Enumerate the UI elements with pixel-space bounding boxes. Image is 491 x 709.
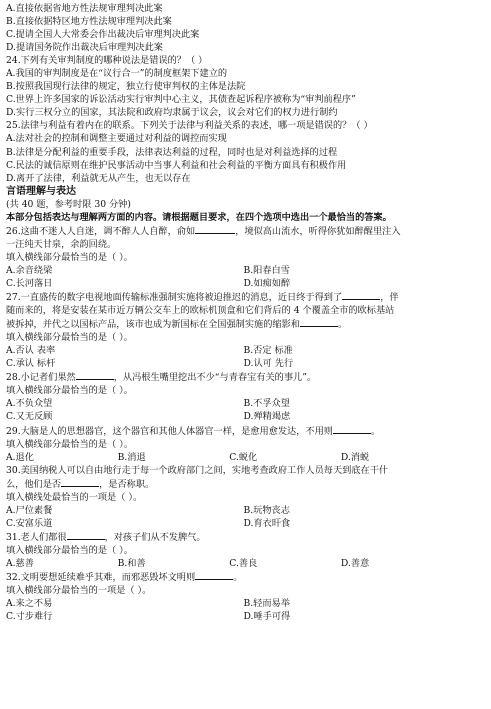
option-a: A.来之不易 xyxy=(6,598,53,610)
question-stem: 一汪纯天甘泉，余韵回绕。 xyxy=(6,238,117,250)
option-b: B.玩物丧志 xyxy=(243,504,290,516)
option-line: A.法对社会的控制和调整主要通过对利益的调控而实现 xyxy=(6,133,227,145)
question-stem: 24.下列有关审判制度的哪种说法是错误的？（ ） xyxy=(6,55,208,67)
option-b: B.阳春白雪 xyxy=(243,264,290,276)
option-line: D.实行三权分立的国家，其法院和政府均隶属于议会，议会对它们的权力进行制约 xyxy=(6,107,338,119)
option-d: D.唾手可得 xyxy=(243,611,291,623)
section-title: 言语理解与表达 xyxy=(6,185,76,197)
answer-blank xyxy=(333,424,371,434)
option-c: C.又无反顾 xyxy=(6,411,53,423)
section-subtitle: (共 40 题，参考时限 30 分钟) xyxy=(6,198,131,210)
option-b: B.消退 xyxy=(117,451,146,463)
question-stem: 。 xyxy=(233,572,243,584)
question-26 xyxy=(6,224,481,290)
option-d: D.认可 先行 xyxy=(243,358,294,370)
option-d: D.善意 xyxy=(340,557,370,569)
question-stem: 随而来的，将是安装在某市近万辆公交车上的欧标机顶盒和它们背后的 4 个覆盖全市的欧标基站 xyxy=(6,305,395,317)
option-d: D.殚精竭虑 xyxy=(243,411,291,423)
question-stem: 28.小记者们果然 xyxy=(6,372,76,384)
question-prompt: 填入横线部分最恰当的是（ ）。 xyxy=(6,385,133,397)
option-b: B.不孚众望 xyxy=(243,398,290,410)
question-stem: ，从冯根生嘴里挖出不少“与青春宝有关的事儿”。 xyxy=(113,372,317,384)
option-line: C.世界上许多国家的诉讼活动实行审判中心主义，其债查起诉程序被称为“审判前程序” xyxy=(6,94,356,106)
answer-blank xyxy=(76,370,114,380)
question-stem: 25.法律与利益有着内在的联系。下列关于法律与利益关系的表述，哪一项是错误的？（ ） xyxy=(6,120,373,132)
question-stem: 30.美国纳税人可以自由地行走于每一个政府部门之间，实地考查政府工作人员每天到底在干什 xyxy=(6,464,389,476)
option-line: C.民法的诚信原则在维护民事活动中当事人利益和社会利益的平衡方面具有积极作用 xyxy=(6,159,347,171)
option-c: C.安富乐道 xyxy=(6,517,53,529)
question-prompt: 填入横线部分最恰当的是（ ）。 xyxy=(6,332,133,344)
answer-blank xyxy=(195,224,235,234)
question-stem: 31.老人们都很 xyxy=(6,531,67,543)
question-stem: ，伴 xyxy=(380,292,399,304)
option-line: B.法律是分配利益的重要手段，法律表达利益的过程，同时也是对利益选择的过程 xyxy=(6,146,338,158)
answer-blank xyxy=(300,317,338,327)
option-a: A.尸位素餐 xyxy=(6,504,53,516)
question-stem: 27.一直盛传的数字电视地面传输标准强制实施将被迫推迟的消息，近日终于得到了 xyxy=(6,292,343,304)
option-b: B.轻而易举 xyxy=(243,598,290,610)
question-prompt: 填入横线部分最恰当的是（ ）。 xyxy=(6,438,133,450)
option-a: A.慈善 xyxy=(6,557,34,569)
option-line: D.提请国务院作出裁决后审理判决此案 xyxy=(6,42,163,54)
question-31 xyxy=(6,530,481,570)
option-a: A.不负众望 xyxy=(6,398,53,410)
option-c: C.承认 标杆 xyxy=(6,358,56,370)
answer-blank xyxy=(61,477,99,487)
option-line: D.离开了法律，利益就无从产生，也无以存在 xyxy=(6,172,191,184)
question-prompt: 填入横线处最恰当的一项是（ ）。 xyxy=(6,491,143,503)
question-32 xyxy=(6,570,481,623)
option-b: B.和善 xyxy=(117,557,146,569)
answer-blank xyxy=(342,290,380,300)
question-stem: 29.大脑是人的思想器官，这个器官和其他人体器官一样，是愈用愈发达，不用则 xyxy=(6,425,333,437)
answer-blank xyxy=(195,570,233,580)
question-stem: 被拆掉，并代之以国标产品，该市也成为新国标在全国强制实施的缩影和 xyxy=(6,319,300,331)
question-prompt: 填入横线部分最恰当的是（ ）。 xyxy=(6,251,133,263)
question-stem: 。 xyxy=(371,425,381,437)
option-a: A.否认 表率 xyxy=(6,345,56,357)
option-a: A.退化 xyxy=(6,451,34,463)
option-d: D.育衣旰食 xyxy=(243,517,291,529)
option-b: B.否定 标准 xyxy=(243,345,293,357)
option-line: A.我国的审判制度是在“议行合一”的制度框架下建立的 xyxy=(6,68,228,80)
section-instruction: 本部分包括表达与理解两方面的内容。请根据题目要求，在四个选项中选出一个最恰当的答案。 xyxy=(6,211,392,223)
answer-blank xyxy=(67,530,105,540)
question-28 xyxy=(6,370,481,423)
question-stem: 32.文明要想延续难乎其难，而邪恶毁坏文明则 xyxy=(6,572,196,584)
option-line: B.直接依据特区地方性法规审理判决此案 xyxy=(6,16,172,28)
option-d: D.如痴如醉 xyxy=(243,277,291,289)
question-prompt: 填入横线部分最恰当的是（ ）。 xyxy=(6,544,133,556)
question-stem: ，是否称职。 xyxy=(99,478,155,490)
question-30 xyxy=(6,464,481,530)
question-stem: ，境似高山流水，听得你犹如醉醒里注入 xyxy=(235,225,401,237)
option-c: C.善良 xyxy=(229,557,258,569)
question-stem: 26.这曲不迷人人自迷，调不醉人人自醉，俞如 xyxy=(6,225,196,237)
option-c: C.寸步难行 xyxy=(6,611,53,623)
option-line: A.直接依据省地方性法规审理判决此案 xyxy=(6,3,163,14)
option-line: B.按照我国现行法律的规定，独立行使审判权的主体是法院 xyxy=(6,81,246,93)
question-prompt: 填入横线部分最恰当的一项是（ ）。 xyxy=(6,585,152,597)
option-a: A.余音绕梁 xyxy=(6,264,53,276)
previous-questions-block xyxy=(6,2,481,185)
question-stem: ，对孩子们从不发脾气。 xyxy=(104,531,206,543)
question-stem: 么，他们是否 xyxy=(6,478,62,490)
question-stem: 。 xyxy=(338,319,348,331)
option-c: C.蜕化 xyxy=(229,451,258,463)
option-line: C.提请全国人大常委会作出裁决后审理判决此案 xyxy=(6,29,200,41)
option-d: D.消蜕 xyxy=(340,451,370,463)
question-29 xyxy=(6,424,481,464)
option-c: C.长河落日 xyxy=(6,277,53,289)
question-27 xyxy=(6,290,481,370)
